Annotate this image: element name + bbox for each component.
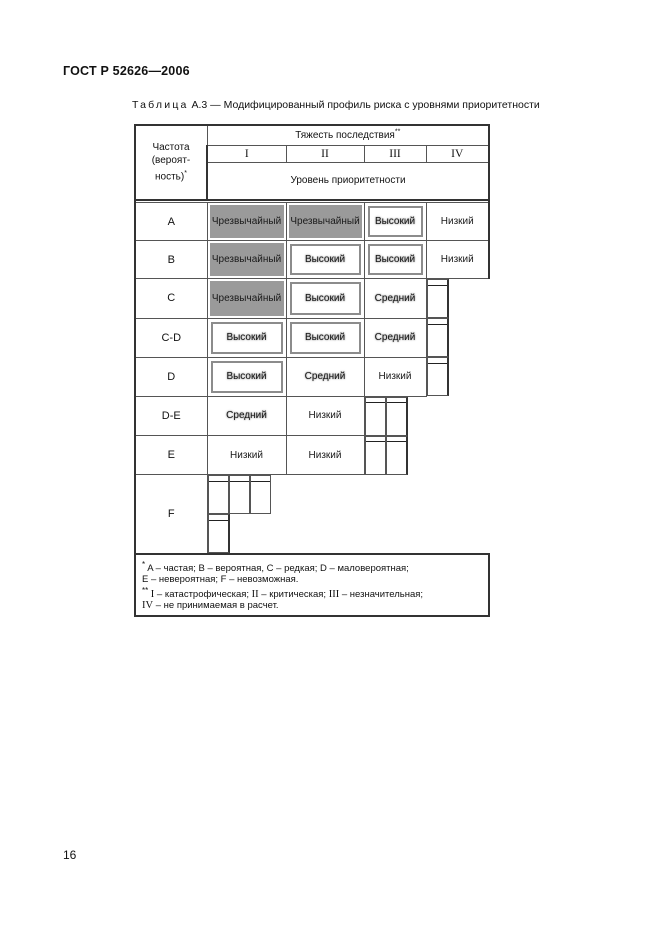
frequency-cell: A [135, 203, 207, 241]
dash-mark [366, 441, 385, 442]
priority-label: Чрезвычайный [290, 216, 360, 227]
priority-cell [207, 279, 286, 319]
frequency-cell: F [135, 475, 207, 555]
priority-cell [364, 318, 426, 357]
priority-label: Низкий [440, 254, 474, 265]
note-line-1: * A – частая; B – вероятная, C – редкая; D – маловероятная; [142, 560, 409, 575]
table-row [135, 241, 489, 279]
priority-header-cell [207, 162, 489, 200]
priority-label: Низкий [308, 410, 342, 422]
priority-label: Высокий [374, 216, 416, 227]
priority-label: Низкий [308, 449, 342, 461]
priority-cell [365, 436, 386, 475]
table-notes-cell [135, 554, 489, 616]
priority-cell [208, 514, 230, 553]
priority-cell [286, 318, 364, 357]
dash-mark [230, 481, 249, 482]
priority-label: Низкий [378, 371, 412, 382]
frequency-cell: E [135, 436, 207, 475]
priority-label: Средний [374, 332, 416, 343]
priority-label: Чрезвычайный [211, 254, 282, 265]
priority-cell [427, 318, 449, 357]
priority-cell [207, 357, 286, 396]
priority-cell [426, 203, 489, 241]
severity-level-4: IV [426, 145, 489, 162]
priority-cell [364, 241, 426, 279]
priority-cell [427, 279, 449, 318]
priority-cell [426, 241, 489, 279]
dash-mark [387, 402, 406, 403]
priority-label: Высокий [226, 332, 267, 343]
dash-mark [366, 402, 385, 403]
note-line-2: E – невероятная; F – невозможная. [142, 574, 299, 586]
severity-header: Тяжесть последствия** [295, 129, 401, 142]
table-row [135, 475, 489, 555]
frequency-cell: C [135, 279, 207, 319]
priority-label: Средний [304, 371, 346, 382]
priority-cell [207, 203, 286, 241]
priority-cell [386, 436, 408, 475]
priority-cell [286, 279, 364, 319]
risk-profile-table [134, 124, 490, 617]
table-row [135, 279, 489, 319]
priority-cell [364, 357, 426, 396]
frequency-cell: D-E [135, 396, 207, 436]
frequency-cell: C-D [135, 318, 207, 357]
dash-mark [428, 324, 447, 325]
document-id: ГОСТ Р 52626—2006 [63, 64, 190, 78]
dash-mark [387, 441, 406, 442]
priority-label: Чрезвычайный [211, 216, 282, 227]
priority-label: Высокий [226, 371, 267, 382]
priority-cell [364, 279, 426, 319]
table-row [135, 396, 489, 436]
dash-mark [209, 481, 228, 482]
table-row [135, 436, 489, 475]
frequency-header: Частота (вероят- ность)* [151, 142, 191, 183]
priority-label: Высокий [374, 254, 416, 265]
priority-cell [207, 241, 286, 279]
dash-mark [428, 363, 447, 364]
table-row [135, 203, 489, 241]
priority-cell [250, 475, 271, 514]
priority-cell [286, 396, 364, 436]
priority-cell [286, 436, 364, 475]
priority-cell [286, 357, 364, 396]
priority-cell [207, 318, 286, 357]
table-row [135, 318, 489, 357]
page-number: 16 [63, 848, 77, 862]
frequency-header-cell [135, 125, 207, 200]
priority-label: Высокий [304, 292, 346, 304]
priority-label: Низкий [230, 449, 263, 461]
priority-cell [207, 396, 286, 436]
priority-label: Низкий [440, 216, 474, 227]
frequency-cell: D [135, 357, 207, 396]
priority-header: Уровень приоритетности [290, 175, 406, 187]
priority-label: Средний [226, 410, 267, 422]
dash-mark [251, 481, 270, 482]
priority-cell [427, 357, 449, 396]
priority-label: Чрезвычайный [211, 292, 282, 304]
priority-label: Средний [374, 292, 416, 304]
priority-cell [386, 397, 408, 436]
priority-cell [364, 203, 426, 241]
priority-cell [365, 397, 386, 436]
dash-mark [428, 285, 447, 286]
priority-cell [229, 475, 250, 514]
severity-level-1: I [207, 145, 286, 162]
table-row [135, 357, 489, 396]
priority-label: Высокий [304, 254, 346, 265]
priority-cell [207, 436, 286, 475]
dash-mark [209, 520, 228, 521]
priority-cell [286, 203, 364, 241]
priority-cell [286, 241, 364, 279]
table-caption [132, 99, 540, 111]
note-line-4: IV – не принимаемая в расчет. [142, 600, 279, 612]
severity-level-3: III [364, 145, 426, 162]
note-line-3: ** I – катастрофическая; II – критическая; III – незначительная; [142, 586, 424, 601]
frequency-cell: B [135, 241, 207, 279]
severity-header-cell [207, 125, 489, 145]
caption-text: А.3 — Модифицированный профиль риска с уровнями приоритетности [191, 99, 540, 111]
caption-label: Таблица [132, 99, 189, 111]
severity-level-2: II [286, 145, 364, 162]
priority-cell [208, 475, 229, 514]
priority-label: Высокий [304, 332, 346, 343]
